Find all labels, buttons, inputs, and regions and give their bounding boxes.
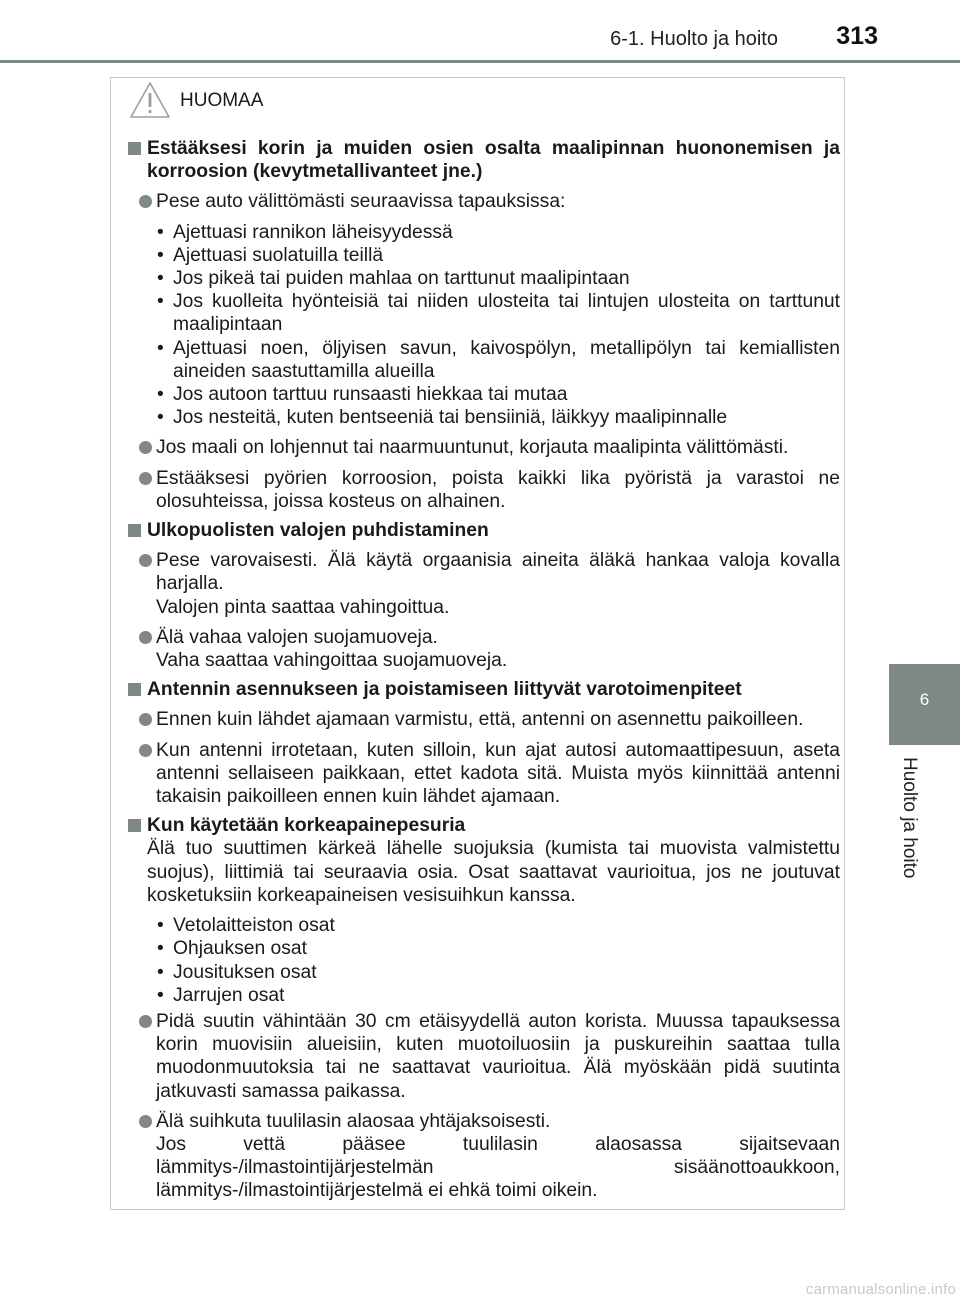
circle-bullet-icon xyxy=(139,713,152,726)
square-bullet-icon xyxy=(128,819,141,832)
circle-bullet-icon xyxy=(139,195,152,208)
list-item: • Jarrujen osat xyxy=(156,984,840,1007)
section-title: 6-1. Huolto ja hoito xyxy=(610,28,778,50)
list-item: • Ajettuasi rannikon läheisyydessä xyxy=(156,221,840,244)
notice-content xyxy=(128,137,840,1203)
square-bullet-icon xyxy=(128,142,141,155)
bullet-point: Jos maali on lohjennut tai naarmuuntunut, korjauta maalipinta välittömästi. xyxy=(128,436,840,459)
chapter-tab xyxy=(889,664,960,745)
bullet-point: Pidä suutin vähintään 30 cm etäisyydellä auton korista. Muussa tapauksessa korin muovisiin alueisiin, kuten muotoiluosiin ja puskureihin saattaa tulla muodonmuutoksia tai ne saattavat vaurioitua. Älä myöskään pidä suutinta jatkuvasti samassa paikassa. xyxy=(128,1010,840,1103)
section-heading: Antennin asennukseen ja poistamiseen liittyvät varotoimenpiteet xyxy=(128,678,840,701)
square-bullet-icon xyxy=(128,683,141,696)
bullet-point: Kun antenni irrotetaan, kuten silloin, kun ajat autosi automaattipesuun, aseta antenni sellaiseen paikkaan, ettet kadota sitä. Muista myös kiinnittää antenni takaisin paikoilleen ennen kuin lähdet ajamaan. xyxy=(128,739,840,809)
circle-bullet-icon xyxy=(139,441,152,454)
bullet-point: Pese auto välittömästi seuraavissa tapauksissa: xyxy=(128,190,840,213)
list-item: • Vetolaitteiston osat xyxy=(156,914,840,937)
list-item: • Jos kuolleita hyönteisiä tai niiden ulosteita tai lintujen ulosteita on tarttunut maalipintaan xyxy=(156,290,840,336)
bullet-point: Pese varovaisesti. Älä käytä orgaanisia aineita äläkä hankaa valoja kovalla harjalla. Valojen pinta saattaa vahingoittua. xyxy=(128,549,840,619)
bullet-point: Älä suihkuta tuulilasin alaosaa yhtäjaksoisesti. Jos vettä pääsee tuulilasin alaosassa sijaitsevaan lämmitys-/ilmastointijärjestelmän sisäänottoaukkoon, lämmitys-/ilmastointijärjestelmä ei ehkä toimi oikein. xyxy=(128,1110,840,1203)
paragraph: Älä tuo suuttimen kärkeä lähelle suojuksia (kumista tai muovista valmistettu suojus), liittimiä tai seuraavia osia. Osat saattavat vaurioitua, jos ne joutuvat kosketuksiin korkeapaineisen vesisuihkun kanssa. xyxy=(147,838,840,906)
page-number: 313 xyxy=(836,22,878,50)
watermark: carmanualsonline.info xyxy=(805,1281,956,1298)
circle-bullet-icon xyxy=(139,1115,152,1128)
list-item: • Ajettuasi suolatuilla teillä xyxy=(156,244,840,267)
circle-bullet-icon xyxy=(139,744,152,757)
notice-title: HUOMAA xyxy=(180,90,264,111)
warning-triangle-icon xyxy=(129,81,171,119)
bullet-point: Estääksesi pyörien korroosion, poista kaikki lika pyöristä ja varastoi ne olosuhteissa, joissa kosteus on alhainen. xyxy=(128,467,840,513)
header-rule xyxy=(0,60,960,63)
section-heading: Kun käytetään korkeapainepesuria xyxy=(128,814,840,837)
circle-bullet-icon xyxy=(139,1015,152,1028)
chapter-side-label xyxy=(894,757,920,897)
page-header xyxy=(0,0,960,62)
circle-bullet-icon xyxy=(139,631,152,644)
bullet-point: Älä vahaa valojen suojamuoveja. Vaha saattaa vahingoittaa suojamuoveja. xyxy=(128,626,840,672)
sub-list xyxy=(156,914,840,1007)
list-item: • Jousituksen osat xyxy=(156,961,840,984)
square-bullet-icon xyxy=(128,524,141,537)
bullet-point: Ennen kuin lähdet ajamaan varmistu, että, antenni on asennettu paikoilleen. xyxy=(128,708,840,731)
list-item: • Jos nesteitä, kuten bentseeniä tai bensiiniä, läikkyy maalipinnalle xyxy=(156,406,840,429)
notice-box xyxy=(110,77,845,1210)
sub-list xyxy=(156,221,840,430)
list-item: • Jos pikeä tai puiden mahlaa on tarttunut maalipintaan xyxy=(156,267,840,290)
circle-bullet-icon xyxy=(139,472,152,485)
list-item: • Ajettuasi noen, öljyisen savun, kaivospölyn, metallipölyn tai kemiallisten aineiden saastuttamilla alueilla xyxy=(156,337,840,383)
chapter-label-text: Huolto ja hoito xyxy=(899,757,920,879)
section-heading: Estääksesi korin ja muiden osien osalta maalipinnan huononemisen ja korroosion (kevytmetallivanteet jne.) xyxy=(128,137,840,183)
circle-bullet-icon xyxy=(139,554,152,567)
list-item: • Ohjauksen osat xyxy=(156,937,840,960)
chapter-number: 6 xyxy=(919,690,930,709)
section-heading: Ulkopuolisten valojen puhdistaminen xyxy=(128,519,840,542)
list-item: • Jos autoon tarttuu runsaasti hiekkaa tai mutaa xyxy=(156,383,840,406)
